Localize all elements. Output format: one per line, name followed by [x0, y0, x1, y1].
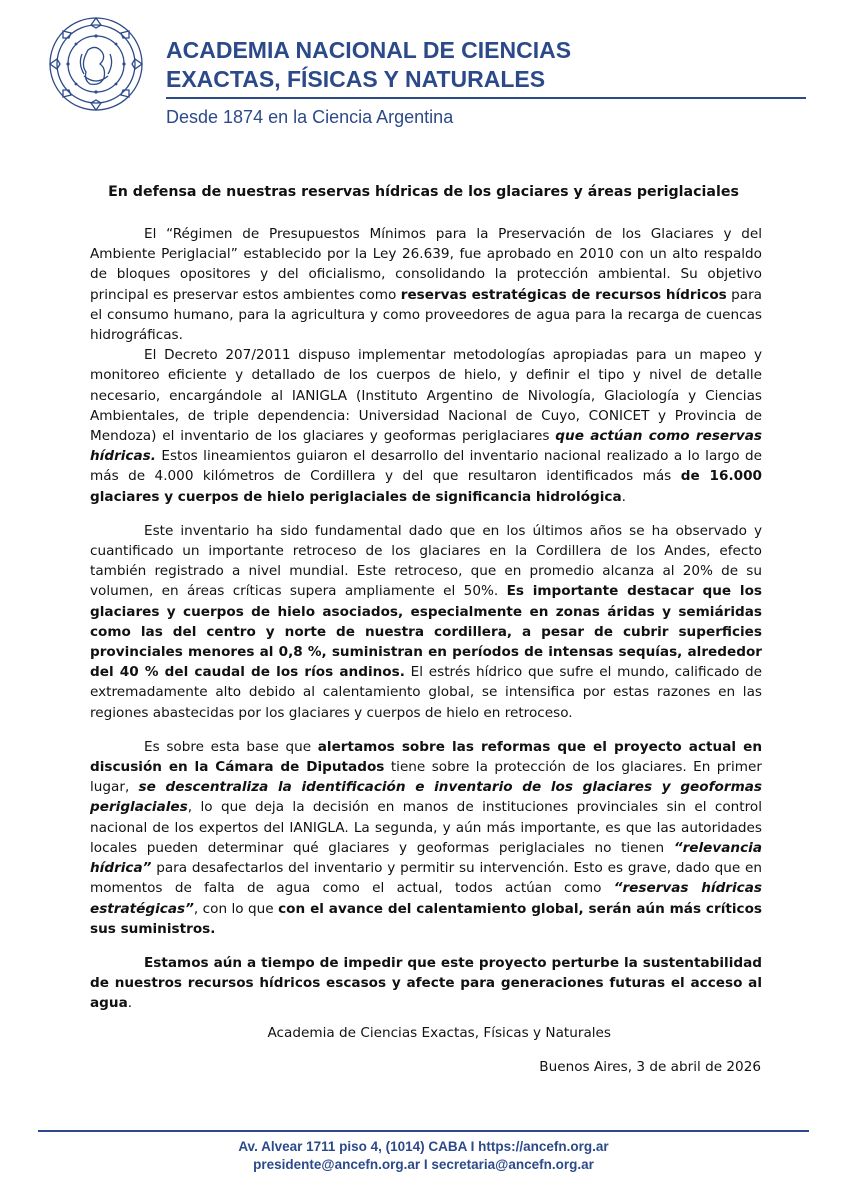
text-span: . — [127, 995, 133, 1012]
bold-span: reservas estratégicas de recursos hídricos — [400, 286, 727, 303]
institution-name-line1: ACADEMIA NACIONAL DE CIENCIAS — [166, 37, 572, 63]
footer — [0, 1138, 847, 1174]
document-body — [90, 224, 762, 1014]
text-span: . — [621, 488, 626, 505]
text-span: para desafectarlos del inventario y permitir su intervención. Esto es grave, dado que en momentos de falta de agua como el actual, todos actúan como — [90, 860, 762, 897]
academy-seal-icon — [38, 14, 154, 114]
institution-motto: Desde 1874 en la Ciencia Argentina — [166, 107, 454, 127]
closing-block — [267, 1023, 761, 1077]
text-span: Estos lineamientos guiaron el desarrollo del inventario nacional realizado a lo largo de más de 4.000 kilómetros de Cordillera y del que resultaron identificados más — [90, 448, 762, 485]
text-span: El Decreto 207/2011 dispuso implementar metodologías apropiadas para un mapeo y monitoreo eficiente y detallado de los cuerpos de hielo, y definir el tipo y nivel de detalle necesario, encargándole al IANIGLA (Instituto Argentino de Nivología, Glaciología y Ciencias Ambientales, de triple dependencia: Universidad Nacional de Cuyo, CONICET y Provincia de Mendoza) el inventario de los glaciares y geoformas periglaciares — [90, 347, 762, 445]
text-span: tiene sobre la protección de los glaciares. En primer lugar, — [90, 759, 762, 796]
bold-span: de 16.000 glaciares y cuerpos de hielo periglaciales de significancia hidrológica — [90, 468, 762, 505]
text-span: para el consumo humano, para la agricultura y como proveedores de agua para la recarga de cuencas hidrográficas. — [90, 286, 762, 344]
text-span: El “Régimen de Presupuestos Mínimos para la Preservación de los Glaciares y del Ambiente Periglacial” establecido por la Ley 26.639, fue aprobado en 2010 con un alto respaldo de bloques opositores y del oficialismo, consolidando la protección ambiental. Su objetivo principal es preservar estos ambientes como — [90, 226, 762, 303]
paragraph-3 — [90, 521, 762, 723]
paragraph-2 — [90, 345, 762, 507]
text-span: , con lo que — [193, 900, 279, 917]
institution-name-line2: EXACTAS, FÍSICAS Y NATURALES — [166, 66, 546, 92]
bold-span: alertamos sobre las reformas que el proyecto actual en discusión en la Cámara de Diputados — [90, 738, 762, 776]
text-span: , lo que deja la decisión en manos de instituciones provinciales sin el control nacional de los expertos del IANIGLA. La segunda, y aún más importante, es que las autoridades locales pueden determinar qué glaciares y geoformas periglaciales no tienen — [90, 799, 762, 856]
paragraph-4 — [90, 737, 762, 939]
bold-span: con el avance del calentamiento global, serán aún más críticos sus suministros. — [90, 900, 762, 937]
bold-italic-span: se descentraliza la identificación e inventario de los glaciares y geoformas periglaciales — [90, 779, 762, 816]
paragraph-1 — [90, 224, 762, 345]
place-and-date: Buenos Aires, 3 de abril de 2026 — [539, 1059, 761, 1075]
bold-span: Es importante destacar que los glaciares y cuerpos de hielo asociados, especialmente en zonas áridas y semiáridas como las del centro y norte de nuestra cordillera, a pesar de cubrir superficies provinciales menores al 0,8 %, suministran en períodos de intensas sequías, alrededor del 40 % del caudal de los ríos andinos. — [90, 583, 762, 681]
institution-name — [166, 36, 806, 94]
bold-span: Estamos aún a tiempo de impedir que este proyecto perturbe la sustentabilidad de nuestros recursos hídricos escasos y afecte para generaciones futuras el acceso al agua — [90, 954, 762, 1012]
text-span: El estrés hídrico que sufre el mundo, calificado de extremadamente alto debido al calentamiento global, se intensifica por estas razones en las regiones abastecidas por los glaciares y cuerpos de hielo en retroceso. — [90, 664, 763, 721]
text-span: Es sobre esta base que — [144, 738, 318, 755]
header-divider — [166, 97, 806, 99]
document-title: En defensa de nuestras reservas hídricas de los glaciares y áreas periglaciales — [108, 184, 739, 200]
footer-email-line: presidente@ancefn.org.ar I secretaria@ancefn.org.ar — [253, 1157, 594, 1172]
bold-italic-span: “relevancia hídrica” — [90, 839, 762, 877]
signing-organization: Academia de Ciencias Exactas, Físicas y Naturales — [267, 1025, 611, 1041]
footer-address-line: Av. Alvear 1711 piso 4, (1014) CABA I https://ancefn.org.ar — [238, 1139, 609, 1154]
bold-italic-span: que actúan como reservas hídricas. — [90, 428, 762, 465]
text-span: Este inventario ha sido fundamental dado que en los últimos años se ha observado y cuantificado un importante retroceso de los glaciares en la Cordillera de los Andes, efecto también registrado a nivel mundial. Este retroceso, que en promedio alcanza al 20% de su volumen, en áreas críticas supera ampliamente el 50%. — [90, 522, 762, 600]
paragraph-5 — [90, 953, 762, 1014]
footer-divider — [38, 1130, 809, 1132]
bold-italic-span: “reservas hídricas estratégicas” — [90, 880, 762, 917]
